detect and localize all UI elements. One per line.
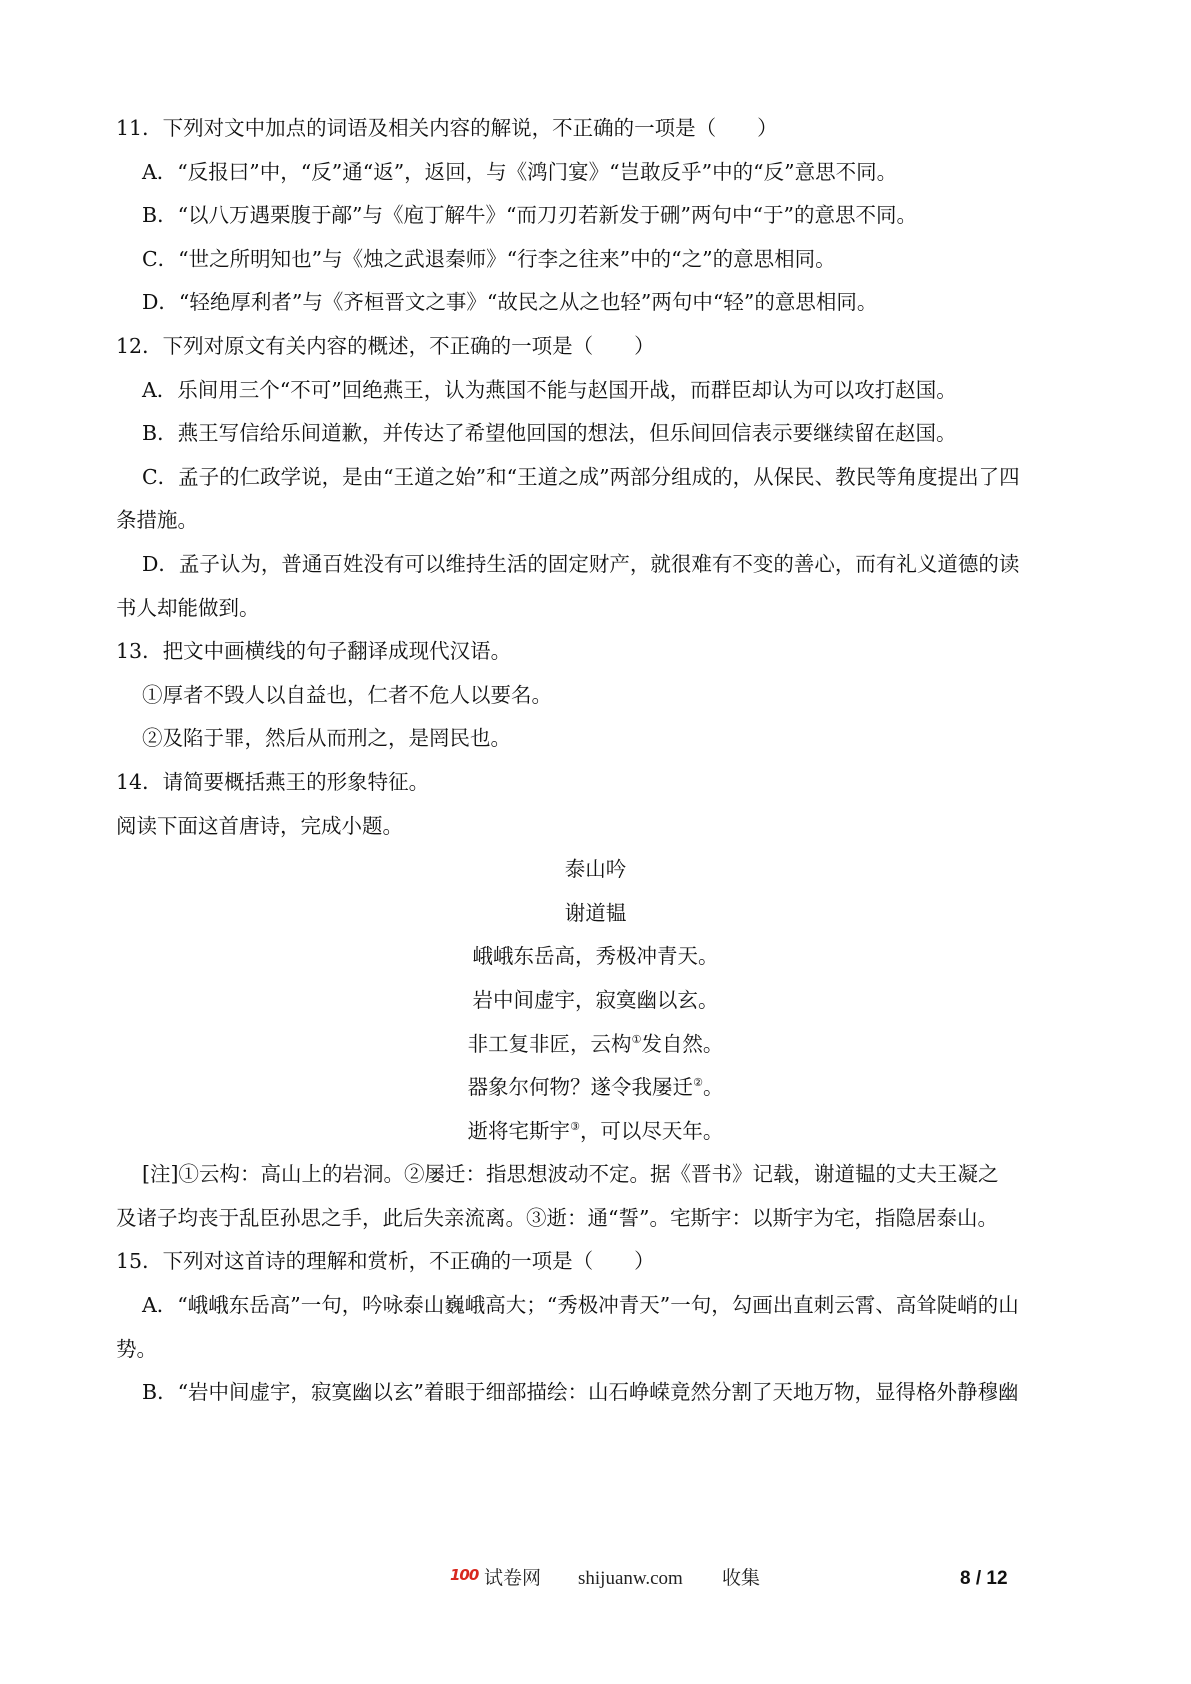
poem-line-1: 峨峨东岳高，秀极冲青天。 xyxy=(472,944,719,968)
site-logo: 100 xyxy=(450,1566,479,1584)
question-15-option-a: A．“峨峨东岳高”一句，吟咏泰山巍峨高大；“秀极冲青天”一句，勾画出直刺云霄、高耸陡峭的山 xyxy=(142,1293,1019,1317)
question-13-sentence-1: ①厚者不毁人以自益也，仁者不危人以要名。 xyxy=(142,683,552,707)
question-14-stem: 14．请简要概括燕王的形象特征。 xyxy=(116,770,430,794)
question-12-option-a: A．乐间用三个“不可”回绝燕王，认为燕国不能与赵国开战，而群臣却认为可以攻打赵国。 xyxy=(142,378,957,402)
page-number: 8 / 12 xyxy=(960,1568,1008,1589)
question-12-option-c: C．孟子的仁政学说，是由“王道之始”和“王道之成”两部分组成的，从保民、教民等角度提出了四 xyxy=(142,465,1020,489)
poem-line-3 xyxy=(0,1029,1191,1059)
question-15-stem: 15．下列对这首诗的理解和赏析，不正确的一项是（ ） xyxy=(116,1249,655,1273)
question-11-option-c: C．“世之所明知也”与《烛之武退秦师》“行李之往来”中的“之”的意思相同。 xyxy=(142,247,836,271)
reading-instruction: 阅读下面这首唐诗，完成小题。 xyxy=(116,814,403,838)
collect-label: 收集 xyxy=(722,1568,761,1589)
question-12-option-c-continued: 条措施。 xyxy=(116,508,198,532)
question-13-stem: 13．把文中画横线的句子翻译成现代汉语。 xyxy=(116,639,512,663)
poem-line-5-text-a: 逝将宅斯宇 xyxy=(467,1119,571,1143)
poem-line-5 xyxy=(0,1116,1191,1146)
question-12-option-d-continued: 书人却能做到。 xyxy=(116,596,260,620)
site-url: shijuanw.com xyxy=(578,1568,683,1589)
poem-line-3-text-a: 非工复非匠，云构 xyxy=(467,1032,632,1056)
footnote-marker-3: ③ xyxy=(570,1120,580,1133)
question-12-option-b: B．燕王写信给乐间道歉，并传达了希望他回国的想法，但乐间回信表示要继续留在赵国。 xyxy=(142,421,957,445)
question-13-sentence-2: ②及陷于罪，然后从而刑之，是罔民也。 xyxy=(142,726,511,750)
question-12-option-d: D．孟子认为，普通百姓没有可以维持生活的固定财产，就很难有不变的善心，而有礼义道德的读 xyxy=(142,552,1020,576)
poem-notes-line-1: [注]①云构：高山上的岩洞。②屡迁：指思想波动不定。据《晋书》记载，谢道韫的丈夫王凝之 xyxy=(142,1162,999,1186)
question-11-option-a: A．“反报曰”中，“反”通“返”，返回，与《鸿门宴》“岂敢反乎”中的“反”意思不同。 xyxy=(142,160,898,184)
question-11-option-b: B．“以八万遇栗腹于鄗”与《庖丁解牛》“而刀刃若新发于硎”两句中“于”的意思不同。 xyxy=(142,203,917,227)
footnote-marker-2: ② xyxy=(693,1076,703,1089)
footnote-marker-1: ① xyxy=(631,1033,642,1046)
poem-line-5-text-b: ，可以尽天年。 xyxy=(579,1119,724,1143)
question-15-option-a-continued: 势。 xyxy=(116,1337,157,1361)
poem-notes-line-2: 及诸子均丧于乱臣孙思之手，此后失亲流离。③逝：通“誓”。宅斯宇：以斯宇为宅，指隐居泰山。 xyxy=(116,1206,998,1230)
poem-title: 泰山吟 xyxy=(564,857,627,881)
question-12-stem: 12．下列对原文有关内容的概述，不正确的一项是（ ） xyxy=(116,334,655,358)
question-11-stem: 11．下列对文中加点的词语及相关内容的解说，不正确的一项是（ ） xyxy=(116,116,778,140)
poem-line-4-text-a: 器象尔何物？遂令我屡迁 xyxy=(467,1075,694,1099)
poem-line-2: 岩中间虚宇，寂寞幽以玄。 xyxy=(472,988,719,1012)
poem-line-3-text-b: 发自然。 xyxy=(641,1032,724,1056)
site-name: 试卷网 xyxy=(484,1568,542,1589)
poem-line-4 xyxy=(0,1072,1191,1102)
question-15-option-b: B．“岩中间虚宇，寂寞幽以玄”着眼于细部描绘：山石峥嵘竟然分割了天地万物，显得格外静穆幽 xyxy=(142,1380,1019,1404)
poem-line-4-text-b: 。 xyxy=(702,1075,724,1099)
question-11-option-d: D．“轻绝厚利者”与《齐桓晋文之事》“故民之从之也轻”两句中“轻”的意思相同。 xyxy=(142,290,878,314)
page-footer xyxy=(0,1564,1191,1598)
poem-author: 谢道韫 xyxy=(564,901,627,925)
